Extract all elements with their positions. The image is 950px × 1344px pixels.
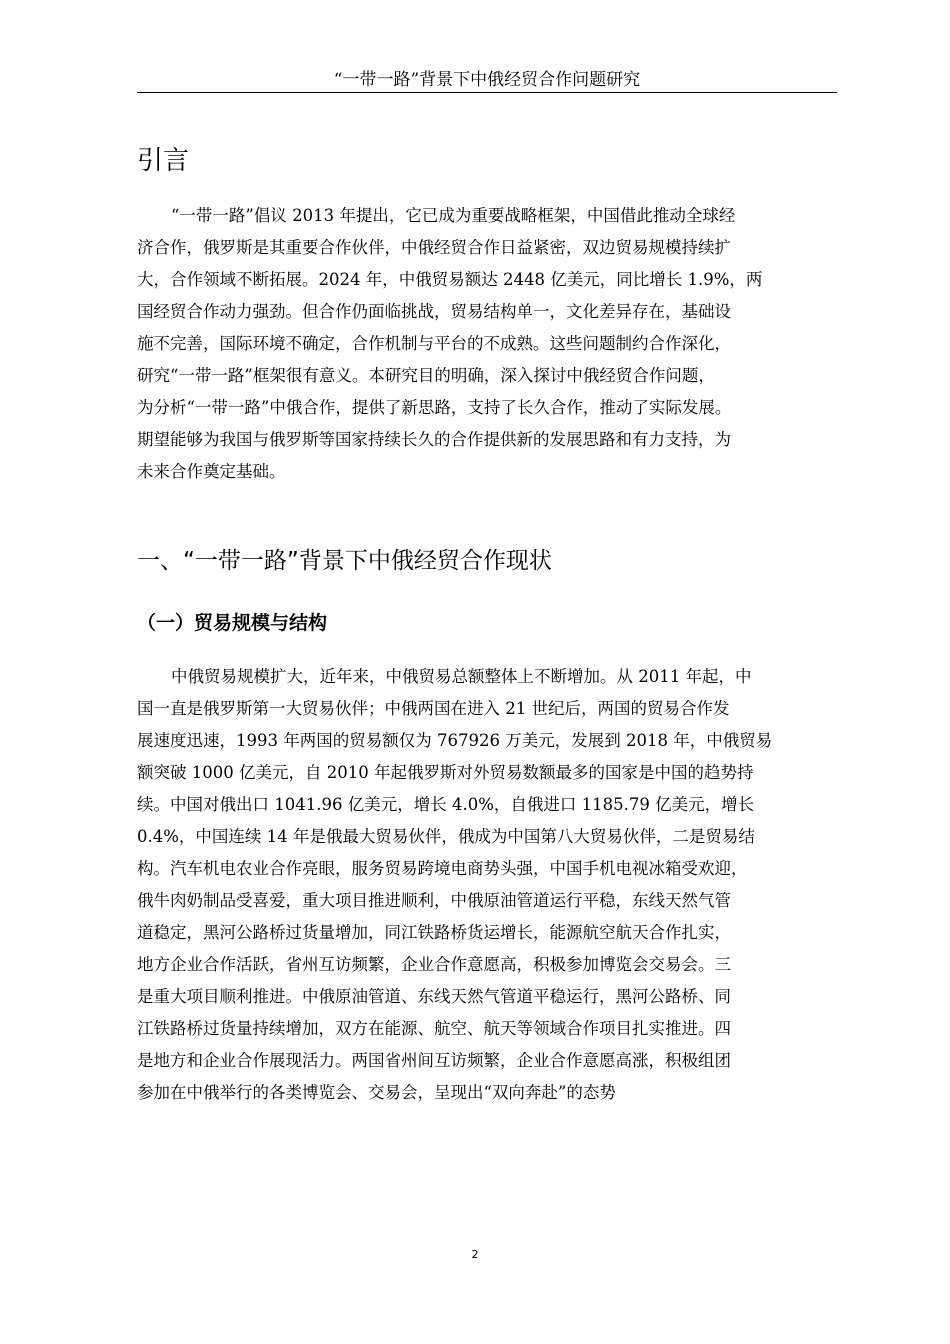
paragraph-line: 展速度迅速，1993 年两国的贸易额仅为 767926 万美元，发展到 2018 年，中俄贸易	[137, 731, 773, 750]
trade-paragraph	[137, 661, 845, 1109]
paragraph-line: 期望能够为我国与俄罗斯等国家持续长久的合作提供新的发展思路和有力支持，为	[137, 430, 731, 449]
section-heading: 一、“一带一路”背景下中俄经贸合作现状	[137, 548, 552, 574]
paragraph-line: 道稳定，黑河公路桥过货量增加，同江铁路桥货运增长，能源航空航天合作扎实，	[137, 923, 731, 942]
paragraph-line: 研究“一带一路”框架很有意义。本研究目的明确，深入探讨中俄经贸合作问题，	[137, 366, 715, 385]
paragraph-line: 参加在中俄举行的各类博览会、交易会，呈现出“双向奔赴”的态势	[137, 1083, 616, 1102]
paragraph-line: 是重大项目顺利推进。中俄原油管道、东线天然气管道平稳运行，黑河公路桥、同	[137, 987, 731, 1006]
running-header: “一带一路”背景下中俄经贸合作问题研究	[333, 70, 641, 90]
page-number: 2	[471, 1248, 479, 1261]
intro-heading: 引言	[137, 146, 190, 176]
paragraph-line: 施不完善，国际环境不确定，合作机制与平台的不成熟。这些问题制约合作深化，	[137, 334, 731, 353]
paragraph-line: 地方企业合作活跃，省州互访频繁，企业合作意愿高，积极参加博览会交易会。三	[137, 955, 731, 974]
paragraph-line: 大，合作领域不断拓展。2024 年，中俄贸易额达 2448 亿美元，同比增长 1.9%，两	[137, 270, 763, 289]
paragraph-line: 0.4%，中国连续 14 年是俄最大贸易伙伴，俄成为中国第八大贸易伙伴，二是贸易结	[137, 827, 755, 846]
paragraph-line: 中俄贸易规模扩大，近年来，中俄贸易总额整体上不断增加。从 2011 年起，中	[171, 667, 752, 686]
paragraph-line: 构。汽车机电农业合作亮眼，服务贸易跨境电商势头强，中国手机电视冰箱受欢迎，	[137, 859, 748, 878]
paragraph-line: 是地方和企业合作展现活力。两国省州间互访频繁，企业合作意愿高涨，积极组团	[137, 1051, 731, 1070]
paragraph-line: 江铁路桥过货量持续增加，双方在能源、航空、航天等领域合作项目扎实推进。四	[137, 1019, 731, 1038]
paragraph-line: “一带一路”倡议 2013 年提出，它已成为重要战略框架，中国借此推动全球经	[171, 206, 736, 225]
header-rule	[137, 92, 837, 93]
paragraph-line: 为分析“一带一路”中俄合作，提供了新思路，支持了长久合作，推动了实际发展。	[137, 398, 732, 417]
paragraph-line: 国经贸合作动力强劲。但合作仍面临挑战，贸易结构单一，文化差异存在，基础设	[137, 302, 731, 321]
paragraph-line: 额突破 1000 亿美元，自 2010 年起俄罗斯对外贸易数额最多的国家是中国的趋势持	[137, 763, 754, 782]
subsection-heading: （一）贸易规模与结构	[137, 612, 328, 634]
paragraph-line: 国一直是俄罗斯第一大贸易伙伴；中俄两国在进入 21 世纪后，两国的贸易合作发	[137, 699, 730, 718]
intro-paragraph	[137, 200, 845, 488]
paragraph-line: 续。中国对俄出口 1041.96 亿美元，增长 4.0%，自俄进口 1185.79 亿美元，增长	[137, 795, 755, 814]
paragraph-line: 济合作，俄罗斯是其重要合作伙伴，中俄经贸合作日益紧密，双边贸易规模持续扩	[137, 238, 731, 257]
paragraph-line: 未来合作奠定基础。	[137, 462, 286, 481]
paragraph-line: 俄牛肉奶制品受喜爱，重大项目推进顺利，中俄原油管道运行平稳，东线天然气管	[137, 891, 731, 910]
